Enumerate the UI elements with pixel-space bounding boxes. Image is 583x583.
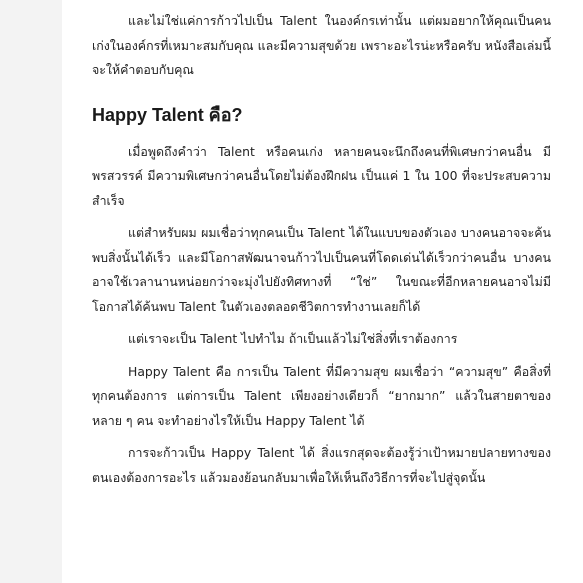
section-heading: Happy Talent คือ?	[92, 104, 243, 125]
body-paragraph-1: เมื่อพูดถึงคำว่า Talent หรือคนเก่ง หลายคนจะนึกถึงคนที่พิเศษกว่าคนอื่น มีพรสวรรค์ มีความพิเศษกว่าคนอื่นโดยไม่ต้องฝึกฝน เป็นแค่ 1 ใน 100 ที่จะประสบความสำเร็จ	[92, 143, 551, 208]
body-paragraph-4: Happy Talent คือ การเป็น Talent ที่มีความสุข ผมเชื่อว่า “ความสุข” คือสิ่งที่ทุกคนต้องการ แต่การเป็น Talent เพียงอย่างเดียวก็ “ยากมาก” แล้วในสายตาของหลาย ๆ คน จะทำอย่างไรให้เป็น Happy Talent ได้	[92, 363, 551, 428]
book-page	[62, 0, 583, 583]
intro-paragraph: และไม่ใช่แค่การก้าวไปเป็น Talent ในองค์กรเท่านั้น แต่ผมอยากให้คุณเป็นคนเก่งในองค์กรที่เหมาะสมกับคุณ และมีความสุขด้วย เพราะอะไรน่ะหรือครับ หนังสือเล่มนี้จะให้คำตอบกับคุณ	[92, 13, 551, 77]
body-paragraph-5: การจะก้าวเป็น Happy Talent ได้ สิ่งแรกสุดจะต้องรู้ว่าเป้าหมายปลายทางของตนเองต้องการอะไร แล้วมองย้อนกลับมาเพื่อให้เห็นถึงวิธีการที่จะไปสู่จุดนั้น	[92, 445, 551, 485]
body-paragraph-3: แต่เราจะเป็น Talent ไปทำไม ถ้าเป็นแล้วไม่ใช่สิ่งที่เราต้องการ	[128, 331, 458, 346]
body-paragraph-2: แต่สำหรับผม ผมเชื่อว่าทุกคนเป็น Talent ได้ในแบบของตัวเอง บางคนอาจจะค้นพบสิ่งนั้นได้เร็ว และมีโอกาสพัฒนาจนก้าวไปเป็นคนที่โดดเด่นได้เร็วกว่าคนอื่น บางคนอาจใช้เวลานานหน่อยกว่าจะมุ่งไปยังทิศทางที่ “ใช่” ในขณะที่อีกหลายคนอาจไม่มีโอกาสได้ค้นพบ Talent ในตัวเองตลอดชีวิตการทำงานเลยก็ได้	[92, 225, 551, 314]
